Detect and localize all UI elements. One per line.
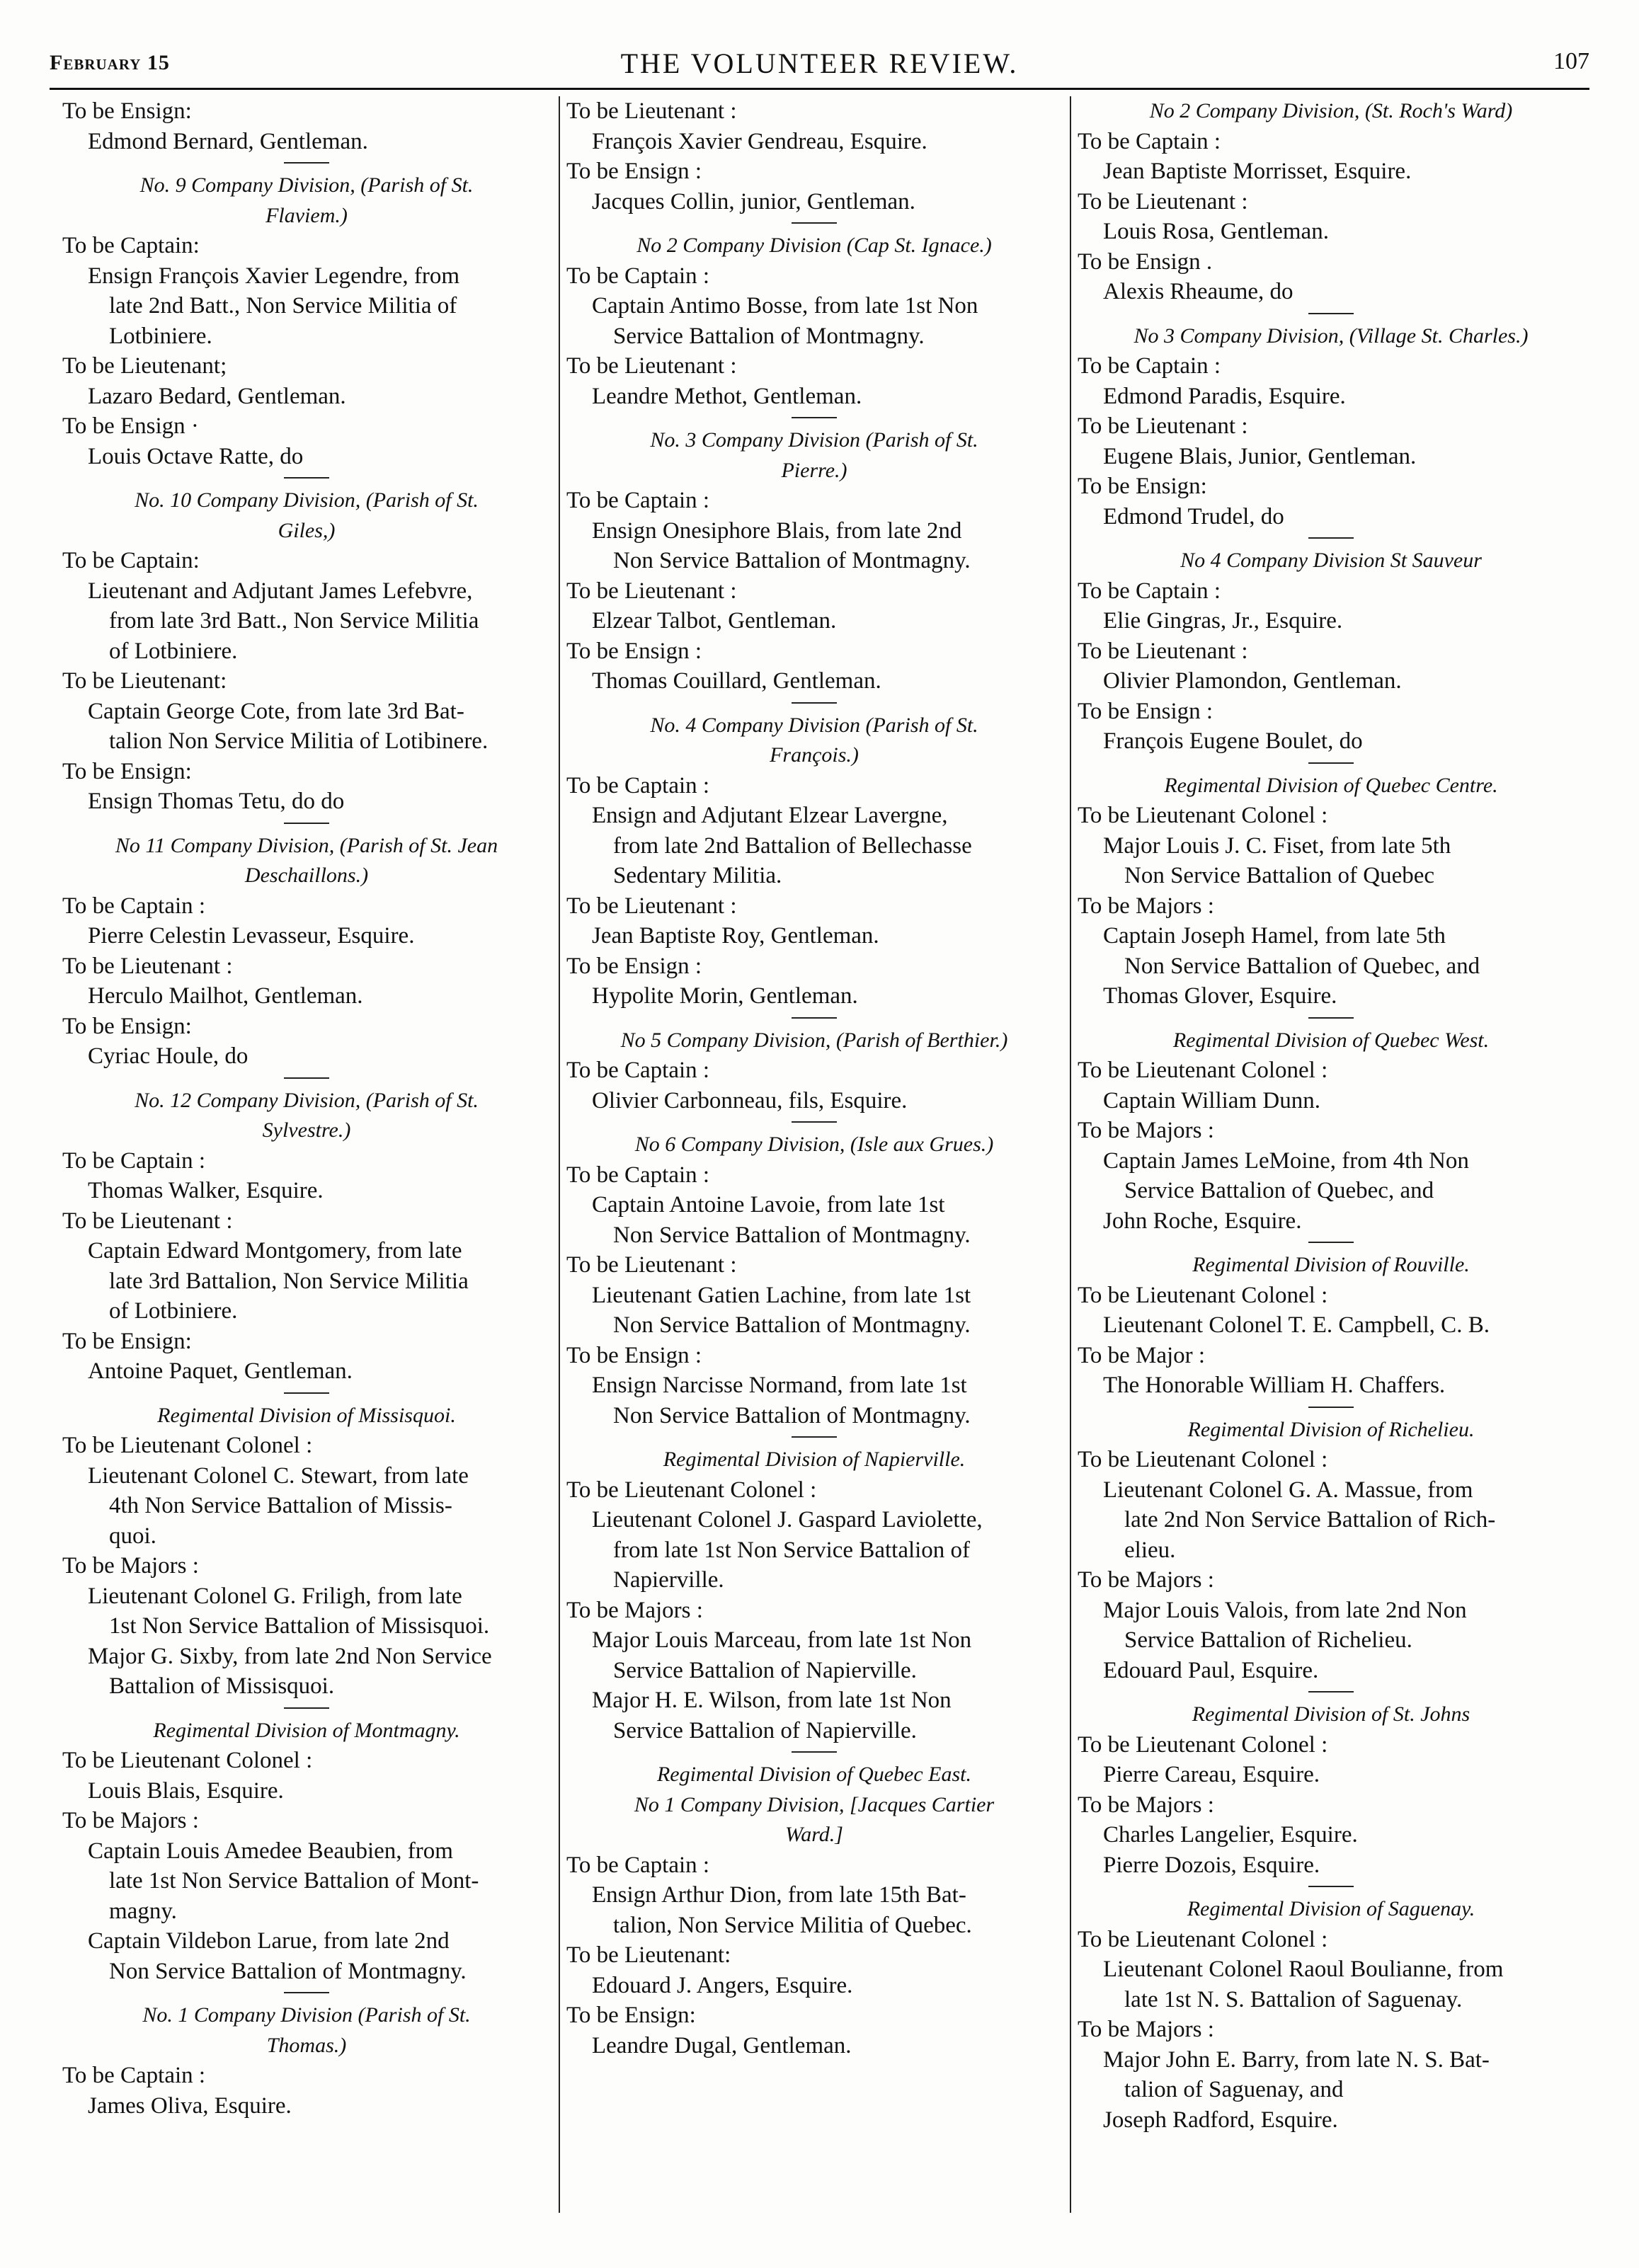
appointment-heading: To be Captain : <box>566 1162 710 1188</box>
appointee-entry: Captain Edward Montgomery, from late <box>88 1238 462 1264</box>
appointee-entry-continued: Non Service Battalion of Quebec, and <box>1124 953 1480 979</box>
division-heading: No 11 Company Division, (Parish of St. Jean <box>115 833 498 857</box>
appointee-entry: François Xavier Gendreau, Esquire. <box>592 128 927 154</box>
appointment-heading: To be Captain: <box>62 233 200 258</box>
appointee-entry-continued: from late 2nd Battalion of Bellechasse <box>613 832 972 859</box>
division-heading: No. 12 Company Division, (Parish of St. <box>135 1088 479 1112</box>
section-divider <box>1308 1886 1354 1887</box>
appointment-heading: To be Lieutenant Colonel : <box>1078 1926 1328 1952</box>
appointee-entry: John Roche, Esquire. <box>1103 1208 1302 1234</box>
section-divider <box>1308 313 1354 314</box>
division-heading-continued: Flaviem.) <box>265 203 348 227</box>
appointee-entry-continued: of Lotbiniere. <box>109 638 238 664</box>
column-divider <box>559 96 560 2213</box>
appointee-entry: Alexis Rheaume, do <box>1103 279 1294 304</box>
appointee-entry: Leandre Dugal, Gentleman. <box>592 2032 852 2058</box>
section-divider <box>284 1992 329 1993</box>
section-divider <box>284 477 329 479</box>
division-heading: No 1 Company Division, [Jacques Cartier <box>634 1792 995 1816</box>
appointee-entry-continued: Lotbiniere. <box>109 323 212 349</box>
text-column-1 <box>62 96 551 2213</box>
appointment-heading: To be Captain : <box>1078 353 1221 379</box>
appointee-entry: Major Louis Valois, from late 2nd Non <box>1103 1597 1467 1623</box>
appointment-heading: To be Lieutenant Colonel : <box>1078 803 1328 828</box>
appointee-entry-continued: Non Service Battalion of Montmagny. <box>613 1222 971 1248</box>
section-divider <box>1308 762 1354 764</box>
appointment-heading: To be Captain : <box>1078 128 1221 154</box>
appointee-entry: Major Louis J. C. Fiset, from late 5th <box>1103 832 1451 859</box>
section-divider <box>284 1392 329 1394</box>
division-heading-continued: Pierre.) <box>781 458 847 482</box>
appointee-entry: Lieutenant Colonel G. Friligh, from late <box>88 1583 462 1609</box>
appointee-entry: Lieutenant Colonel T. E. Campbell, C. B. <box>1103 1312 1490 1338</box>
division-heading: Regimental Division of Quebec Centre. <box>1164 773 1498 797</box>
appointee-entry: Captain George Cote, from late 3rd Bat- <box>88 698 464 724</box>
appointee-entry-continued: Non Service Battalion of Montmagny. <box>613 1402 971 1428</box>
appointment-heading: To be Ensign: <box>62 1328 192 1354</box>
appointee-entry: Louis Rosa, Gentleman. <box>1103 219 1329 244</box>
appointment-heading: To be Lieutenant Colonel : <box>1078 1282 1328 1308</box>
appointee-entry-continued: from late 1st Non Service Battalion of <box>613 1537 971 1563</box>
appointee-entry: Olivier Carbonneau, fils, Esquire. <box>592 1087 908 1113</box>
appointee-entry: Jean Baptiste Roy, Gentleman. <box>592 923 879 949</box>
appointment-heading: To be Lieutenant : <box>566 353 737 379</box>
appointee-entry: Ensign Arthur Dion, from late 15th Bat- <box>592 1882 966 1908</box>
appointment-heading: To be Lieutenant Colonel : <box>566 1477 817 1503</box>
division-heading: Regimental Division of St. Johns <box>1192 1702 1470 1726</box>
section-divider <box>284 1707 329 1709</box>
appointee-entry-continued: Non Service Battalion of Montmagny. <box>613 548 971 573</box>
header-rule <box>50 88 1589 90</box>
division-heading: No. 9 Company Division, (Parish of St. <box>139 173 474 197</box>
appointee-entry-continued: Service Battalion of Richelieu. <box>1124 1627 1412 1653</box>
division-heading: No 2 Company Division, (St. Roch's Ward) <box>1149 99 1513 122</box>
appointment-heading: To be Lieutenant Colonel : <box>62 1748 313 1773</box>
appointee-entry: Louis Blais, Esquire. <box>88 1777 284 1804</box>
appointment-heading: To be Lieutenant : <box>1078 413 1248 439</box>
division-heading: Regimental Division of Quebec West. <box>1172 1028 1490 1052</box>
appointee-entry-continued: 1st Non Service Battalion of Missisquoi. <box>109 1613 490 1639</box>
appointee-entry: Elie Gingras, Jr., Esquire. <box>1103 608 1343 634</box>
appointee-entry: The Honorable William H. Chaffers. <box>1103 1373 1446 1398</box>
appointee-entry: Ensign and Adjutant Elzear Lavergne, <box>592 803 948 828</box>
section-divider <box>792 222 837 224</box>
appointee-entry-continued: Non Service Battalion of Quebec <box>1124 863 1435 888</box>
appointment-heading: To be Lieutenant Colonel : <box>62 1433 313 1458</box>
appointment-heading: To be Lieutenant : <box>1078 638 1248 664</box>
page-header <box>50 47 1589 82</box>
division-heading: Regimental Division of Rouville. <box>1192 1253 1470 1276</box>
appointee-entry: Captain Joseph Hamel, from late 5th <box>1103 923 1446 949</box>
appointment-heading: To be Lieutenant : <box>566 1252 737 1278</box>
appointment-heading: To be Majors : <box>62 1808 199 1833</box>
appointment-heading: To be Lieutenant : <box>566 893 737 919</box>
division-heading-continued: Ward.] <box>785 1823 843 1846</box>
appointment-heading: To be Captain : <box>1078 578 1221 604</box>
appointment-heading: To be Ensign: <box>62 758 192 784</box>
division-heading: Regimental Division of Montmagny. <box>153 1718 460 1742</box>
appointee-entry: Lieutenant Gatien Lachine, from late 1st <box>592 1282 971 1308</box>
division-heading: No. 3 Company Division (Parish of St. <box>650 428 978 452</box>
appointment-heading: To be Ensign: <box>566 2003 696 2028</box>
appointment-heading: To be Ensign : <box>566 1342 702 1368</box>
section-divider <box>1308 1242 1354 1243</box>
section-divider <box>792 1751 837 1753</box>
appointee-entry-continued: late 1st Non Service Battalion of Mont- <box>109 1868 479 1894</box>
appointee-entry: Edouard J. Angers, Esquire. <box>592 1972 853 1998</box>
division-heading: Regimental Division of Quebec East. <box>656 1763 972 1786</box>
appointee-entry-continued: late 1st N. S. Battalion of Saguenay. <box>1124 1986 1463 2012</box>
appointment-heading: To be Majors : <box>1078 893 1214 919</box>
appointment-heading: To be Ensign : <box>1078 698 1213 724</box>
appointee-entry: Lazaro Bedard, Gentleman. <box>88 383 346 409</box>
division-heading: No. 4 Company Division (Parish of St. <box>650 713 978 737</box>
section-divider <box>1308 537 1354 539</box>
appointee-entry: Ensign Onesiphore Blais, from late 2nd <box>592 517 962 544</box>
appointment-heading: To be Ensign: <box>62 1013 192 1039</box>
appointment-heading: To be Ensign : <box>566 953 702 979</box>
appointment-heading: To be Captain : <box>566 772 710 798</box>
division-heading-continued: Sylvestre.) <box>262 1118 351 1142</box>
appointee-entry: Pierre Dozois, Esquire. <box>1103 1852 1320 1878</box>
appointee-entry-continued: Non Service Battalion of Montmagny. <box>109 1958 467 1984</box>
section-divider <box>792 1017 837 1019</box>
appointee-entry: Captain James LeMoine, from 4th Non <box>1103 1147 1469 1174</box>
appointee-entry: Captain William Dunn. <box>1103 1087 1320 1113</box>
appointment-heading: To be Captain : <box>62 1147 206 1174</box>
division-heading-continued: Giles,) <box>278 518 336 542</box>
appointment-heading: To be Ensign . <box>1078 248 1213 275</box>
appointee-entry: Edouard Paul, Esquire. <box>1103 1657 1319 1683</box>
appointment-heading: To be Majors : <box>1078 1792 1214 1818</box>
appointment-heading: To be Lieutenant : <box>566 578 737 604</box>
appointment-heading: To be Lieutenant : <box>62 953 233 979</box>
division-heading: Regimental Division of Richelieu. <box>1187 1417 1475 1441</box>
appointee-entry-continued: Non Service Battalion of Montmagny. <box>613 1312 971 1338</box>
appointee-entry: Ensign François Xavier Legendre, from <box>88 263 460 289</box>
appointee-entry: Leandre Methot, Gentleman. <box>592 383 862 409</box>
appointee-entry-continued: Service Battalion of Napierville. <box>613 1657 917 1683</box>
division-heading: No 2 Company Division (Cap St. Ignace.) <box>636 234 992 257</box>
section-divider <box>792 1121 837 1123</box>
appointment-heading: To be Lieutenant: <box>566 1942 731 1968</box>
appointment-heading: To be Captain : <box>62 2063 206 2088</box>
appointee-entry: Hypolite Morin, Gentleman. <box>592 983 858 1009</box>
appointee-entry: Captain Antoine Lavoie, from late 1st <box>592 1192 945 1218</box>
appointee-entry: Thomas Glover, Esquire. <box>1103 983 1337 1009</box>
appointee-entry: Herculo Mailhot, Gentleman. <box>88 983 363 1009</box>
appointment-heading: To be Major : <box>1078 1342 1206 1368</box>
division-heading: No 4 Company Division St Sauveur <box>1180 549 1482 572</box>
appointee-entry: Jacques Collin, junior, Gentleman. <box>592 188 915 214</box>
division-heading-continued: François.) <box>770 743 859 767</box>
appointment-heading: To be Lieutenant; <box>62 353 227 379</box>
appointee-entry: Major John E. Barry, from late N. S. Bat- <box>1103 2046 1490 2073</box>
appointment-heading: To be Captain : <box>566 1058 710 1083</box>
appointee-entry-continued: magny. <box>109 1898 177 1924</box>
appointee-entry: Edmond Paradis, Esquire. <box>1103 383 1346 409</box>
appointee-entry: Lieutenant Colonel J. Gaspard Laviolette, <box>592 1507 983 1533</box>
division-heading: No. 10 Company Division, (Parish of St. <box>135 488 479 512</box>
section-divider <box>792 702 837 704</box>
appointee-entry-continued: talion, Non Service Militia of Quebec. <box>613 1912 972 1938</box>
section-divider <box>284 823 329 824</box>
appointee-entry: Thomas Couillard, Gentleman. <box>592 668 881 694</box>
publication-title: THE VOLUNTEER REVIEW. <box>620 47 1019 79</box>
division-heading: No 5 Company Division, (Parish of Berthier.) <box>620 1028 1008 1052</box>
appointee-entry: Lieutenant Colonel G. A. Massue, from <box>1103 1477 1473 1503</box>
appointee-entry: Captain Antimo Bosse, from late 1st Non <box>592 293 978 319</box>
section-divider <box>1308 1017 1354 1019</box>
appointee-entry: Pierre Careau, Esquire. <box>1103 1762 1320 1787</box>
division-heading-continued: Thomas.) <box>266 2033 347 2057</box>
appointee-entry: Jean Baptiste Morrisset, Esquire. <box>1103 159 1412 184</box>
appointee-entry-continued: from late 3rd Batt., Non Service Militia <box>109 608 479 634</box>
appointee-entry: Pierre Celestin Levasseur, Esquire. <box>88 923 415 949</box>
appointee-entry: James Oliva, Esquire. <box>88 2092 292 2119</box>
appointee-entry-continued: late 2nd Batt., Non Service Militia of <box>109 293 457 319</box>
division-heading: Regimental Division of Napierville. <box>663 1448 966 1471</box>
appointment-heading: To be Lieutenant: <box>62 668 227 694</box>
appointee-entry: François Eugene Boulet, do <box>1103 728 1363 754</box>
text-column-2 <box>566 96 1062 2213</box>
appointee-entry: Captain Louis Amedee Beaubien, from <box>88 1838 453 1864</box>
appointee-entry-continued: talion of Saguenay, and <box>1124 2077 1344 2102</box>
appointee-entry-continued: elieu. <box>1124 1537 1176 1563</box>
appointee-entry: Ensign Narcisse Normand, from late 1st <box>592 1373 967 1398</box>
division-heading: Regimental Division of Saguenay. <box>1187 1897 1475 1920</box>
appointee-entry: Joseph Radford, Esquire. <box>1103 2107 1338 2133</box>
appointee-entry-continued: quoi. <box>109 1523 156 1549</box>
appointee-entry: Major G. Sixby, from late 2nd Non Service <box>88 1643 492 1669</box>
division-heading: No. 1 Company Division (Parish of St. <box>142 2003 471 2027</box>
appointment-heading: To be Lieutenant : <box>1078 188 1248 214</box>
appointee-entry: Lieutenant Colonel Raoul Boulianne, from <box>1103 1957 1504 1982</box>
appointment-heading: To be Captain: <box>62 548 200 573</box>
appointee-entry: Olivier Plamondon, Gentleman. <box>1103 668 1402 694</box>
appointee-entry: Louis Octave Ratte, do <box>88 443 304 469</box>
appointment-heading: To be Lieutenant : <box>62 1208 233 1234</box>
column-divider <box>1070 96 1071 2213</box>
section-divider <box>284 162 329 164</box>
appointee-entry-continued: Service Battalion of Montmagny. <box>613 323 925 349</box>
section-divider <box>1308 1407 1354 1408</box>
appointment-heading: To be Ensign: <box>1078 474 1207 499</box>
section-divider <box>284 1077 329 1079</box>
appointee-entry: Lieutenant Colonel C. Stewart, from late <box>88 1462 469 1489</box>
text-column-3 <box>1078 96 1584 2213</box>
appointment-heading: To be Captain : <box>566 263 710 289</box>
appointment-heading: To be Majors : <box>1078 1118 1214 1143</box>
appointment-heading: To be Lieutenant Colonel : <box>1078 1447 1328 1472</box>
appointment-heading: To be Ensign : <box>566 159 702 184</box>
appointee-entry: Cyriac Houle, do <box>88 1043 249 1069</box>
appointment-heading: To be Majors : <box>1078 1567 1214 1593</box>
appointment-heading: To be Majors : <box>1078 2017 1214 2042</box>
appointee-entry-continued: 4th Non Service Battalion of Missis- <box>109 1493 452 1518</box>
appointee-entry: Eugene Blais, Junior, Gentleman. <box>1103 443 1417 469</box>
appointee-entry-continued: late 3rd Battalion, Non Service Militia <box>109 1268 469 1294</box>
appointee-entry: Elzear Talbot, Gentleman. <box>592 608 837 634</box>
appointment-heading: To be Lieutenant : <box>566 98 737 124</box>
appointee-entry-continued: Service Battalion of Napierville. <box>613 1717 917 1743</box>
appointee-entry-continued: talion Non Service Militia of Lotibinere. <box>109 728 489 754</box>
appointee-entry-continued: Napierville. <box>613 1567 724 1593</box>
division-heading: No 3 Company Division, (Village St. Charles.) <box>1133 323 1529 348</box>
appointee-entry: Captain Vildebon Larue, from late 2nd <box>88 1928 450 1954</box>
appointee-entry: Edmond Trudel, do <box>1103 503 1284 529</box>
appointee-entry: Major H. E. Wilson, from late 1st Non <box>592 1688 952 1713</box>
section-divider <box>1308 1691 1354 1693</box>
appointment-heading: To be Ensign: <box>62 98 192 124</box>
appointee-entry: Ensign Thomas Tetu, do do <box>88 789 345 814</box>
appointment-heading: To be Lieutenant Colonel : <box>1078 1731 1328 1758</box>
section-divider <box>792 417 837 418</box>
division-heading-continued: Deschaillons.) <box>244 864 369 887</box>
appointee-entry-continued: Battalion of Missisquoi. <box>109 1673 335 1699</box>
appointment-heading: To be Lieutenant Colonel : <box>1078 1058 1328 1083</box>
page-number: 107 <box>1553 48 1589 74</box>
appointee-entry-continued: of Lotbiniere. <box>109 1298 238 1324</box>
appointee-entry: Major Louis Marceau, from late 1st Non <box>592 1627 972 1653</box>
appointment-heading: To be Ensign : <box>566 638 702 664</box>
appointee-entry: Thomas Walker, Esquire. <box>88 1178 324 1203</box>
appointee-entry-continued: late 2nd Non Service Battalion of Rich- <box>1124 1507 1496 1533</box>
division-heading: No 6 Company Division, (Isle aux Grues.) <box>634 1133 994 1156</box>
appointment-heading: To be Captain : <box>566 488 710 513</box>
appointee-entry: Lieutenant and Adjutant James Lefebvre, <box>88 578 473 604</box>
appointment-heading: To be Captain : <box>566 1852 710 1878</box>
appointment-heading: To be Majors : <box>566 1597 703 1623</box>
appointee-entry-continued: Sedentary Militia. <box>613 863 782 888</box>
appointment-heading: To be Captain : <box>62 893 206 919</box>
appointee-entry: Edmond Bernard, Gentleman. <box>88 128 368 154</box>
appointee-entry-continued: Service Battalion of Quebec, and <box>1124 1178 1434 1203</box>
division-heading: Regimental Division of Missisquoi. <box>157 1403 456 1427</box>
appointment-heading: To be Majors : <box>62 1553 199 1579</box>
section-divider <box>792 1436 837 1438</box>
appointee-entry: Charles Langelier, Esquire. <box>1103 1822 1358 1848</box>
appointment-heading: To be Ensign · <box>62 413 199 439</box>
header-date: February 15 <box>50 51 170 74</box>
appointee-entry: Antoine Paquet, Gentleman. <box>88 1358 353 1384</box>
